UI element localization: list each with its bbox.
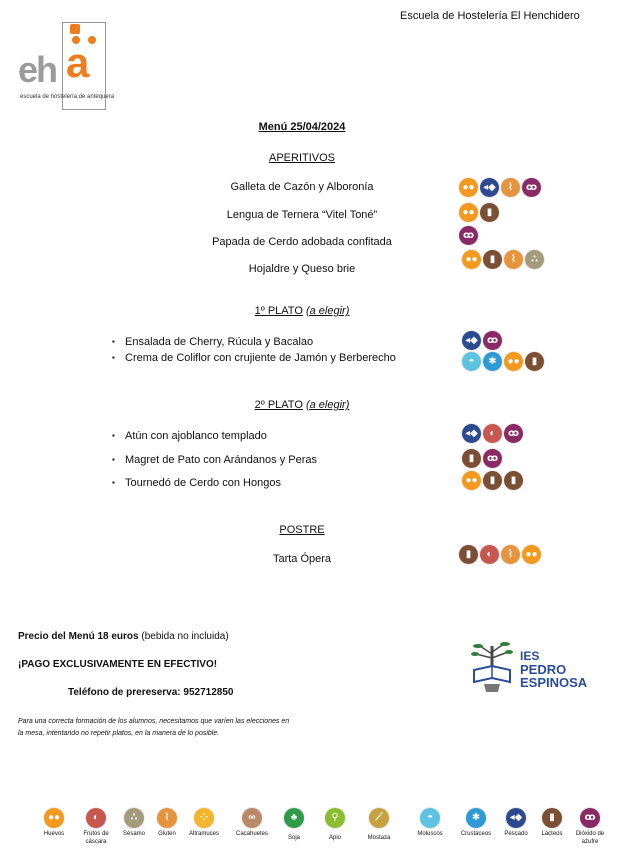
- price-note: (bebida no incluida): [141, 631, 229, 642]
- legend-item-moluscos: [408, 808, 452, 838]
- dioxido-allergen-icon: ꝏ: [483, 331, 502, 350]
- apio-allergen-icon: ⚲: [325, 808, 345, 828]
- sesamo-allergen-icon: ∴: [525, 250, 544, 269]
- formation-note: Para una correcta formación de los alumnos, necesitamos que varíen las elecciones en la mesa, intentando no repetir platos, en la manera de lo posible.: [18, 718, 290, 737]
- frutos-allergen-icon: ◐: [483, 424, 502, 443]
- menu-title: Menú 25/04/2024: [258, 121, 346, 133]
- legend-item-dioxido: [568, 808, 612, 846]
- school-name: Escuela de Hostelería El Henchidero: [400, 10, 580, 22]
- frutos-allergen-icon: ◐: [86, 808, 106, 828]
- legend-item-pescado: [494, 808, 538, 838]
- legend-label: Altramuces: [188, 831, 219, 837]
- allergen-icons: [462, 331, 502, 350]
- logo-square: [70, 24, 80, 34]
- legend-label: Huevos: [43, 831, 65, 837]
- legend-item-gluten: [145, 808, 189, 838]
- legend-item-cacahuetes: [230, 808, 274, 838]
- dish-name: Tournedó de Cerdo con Hongos: [125, 477, 281, 489]
- ies-line3: ESPINOSA: [520, 675, 588, 690]
- huevos-allergen-icon: ●●: [462, 471, 481, 490]
- lacteos-allergen-icon: ▮: [525, 352, 544, 371]
- section-primero-note: (a elegir): [305, 305, 350, 317]
- huevos-allergen-icon: ●●: [462, 250, 481, 269]
- allergen-icons: [462, 250, 544, 269]
- allergen-icons: [462, 471, 523, 490]
- legend-label: Moluscos: [417, 831, 443, 837]
- lacteos-allergen-icon: ▮: [480, 203, 499, 222]
- ies-line1: IES: [520, 649, 540, 663]
- allergen-icons: [459, 226, 478, 245]
- moluscos-allergen-icon: ◓: [420, 808, 440, 828]
- section-segundo-heading: [0, 399, 604, 411]
- phone-number: 952712850: [183, 687, 234, 698]
- legend-item-frutos: [74, 808, 118, 846]
- phone-label: Teléfono de prereserva:: [68, 687, 181, 698]
- allergen-icons: [459, 203, 499, 222]
- legend-item-lacteos: [530, 808, 574, 838]
- gluten-allergen-icon: ⌇: [157, 808, 177, 828]
- legend-item-mostaza: [357, 808, 401, 842]
- legend-label: Cacahuetes: [235, 831, 269, 837]
- legend-label: Gluten: [158, 831, 176, 837]
- phone-line: [68, 687, 233, 698]
- gluten-allergen-icon: ⌇: [501, 178, 520, 197]
- dish-name: Papada de Cerdo adobada confitada: [212, 236, 392, 248]
- price-line: [18, 631, 229, 642]
- huevos-allergen-icon: ●●: [504, 352, 523, 371]
- lacteos-allergen-icon: ▮: [483, 250, 502, 269]
- huevos-allergen-icon: ●●: [459, 203, 478, 222]
- lacteos-allergen-icon: ▮: [459, 545, 478, 564]
- legend-item-altramuces: [182, 808, 226, 838]
- logo-a: a: [66, 39, 90, 86]
- section-aperitivos-heading: APERITIVOS: [268, 152, 336, 164]
- dioxido-allergen-icon: ꝏ: [522, 178, 541, 197]
- dish-name: Ensalada de Cherry, Rúcula y Bacalao: [125, 336, 314, 348]
- gluten-allergen-icon: ⌇: [504, 250, 523, 269]
- crustaceos-allergen-icon: ✱: [483, 352, 502, 371]
- huevos-allergen-icon: ●●: [459, 178, 478, 197]
- legend-item-apio: [313, 808, 357, 842]
- eha-logo: [18, 22, 130, 114]
- cash-only-notice: ¡PAGO EXCLUSIVAMENTE EN EFECTIVO!: [18, 659, 218, 670]
- section-postre-heading: POSTRE: [279, 524, 325, 536]
- legend-item-sesamo: [112, 808, 156, 838]
- huevos-allergen-icon: ●●: [44, 808, 64, 828]
- allergen-icons: [459, 545, 541, 564]
- dish-name: Lengua de Ternera “Vitel Toné”: [226, 209, 378, 221]
- ies-pedro-espinosa-logo: [468, 636, 588, 696]
- price-label: Precio del Menú 18 euros: [18, 631, 139, 642]
- dish-name: Crema de Coliflor con crujiente de Jamón y Berberecho: [125, 352, 396, 364]
- altramuces-allergen-icon: ⁘: [194, 808, 214, 828]
- pescado-allergen-icon: ◂◆: [480, 178, 499, 197]
- pescado-allergen-icon: ◂◆: [462, 331, 481, 350]
- lacteos-allergen-icon: ▮: [504, 471, 523, 490]
- dioxido-allergen-icon: ꝏ: [504, 424, 523, 443]
- section-segundo-title: 2º PLATO: [254, 399, 303, 411]
- legend-label: Dióxido de azufre: [575, 831, 605, 845]
- legend-label: Soja: [287, 835, 300, 841]
- allergen-icons: [459, 178, 541, 197]
- legend-label: Apio: [328, 835, 341, 841]
- dish-name: Hojaldre y Queso brie: [248, 263, 356, 275]
- soja-allergen-icon: ♣: [284, 808, 304, 828]
- lacteos-allergen-icon: ▮: [462, 449, 481, 468]
- section-primero-heading: [0, 305, 604, 317]
- legend-item-crustaceos: [454, 808, 498, 838]
- mostaza-allergen-icon: ⟋: [369, 808, 389, 828]
- huevos-allergen-icon: ●●: [522, 545, 541, 564]
- dish-name: Galleta de Cazón y Alboronía: [230, 181, 374, 193]
- legend-label: Crustáceos: [460, 831, 492, 837]
- ies-name: [520, 650, 587, 689]
- dish-name: Tarta Ópera: [272, 553, 332, 565]
- cacahuetes-allergen-icon: ∞: [242, 808, 262, 828]
- legend-label: Mostaza: [367, 835, 391, 841]
- olive-tree-book-emblem: [470, 640, 514, 692]
- logo-tagline: escuela de hostelería de antequera: [20, 94, 115, 100]
- moluscos-allergen-icon: ◓: [462, 352, 481, 371]
- pescado-allergen-icon: ◂◆: [506, 808, 526, 828]
- sesamo-allergen-icon: ∴: [124, 808, 144, 828]
- legend-label: Lácteos: [541, 831, 563, 837]
- legend-item-soja: [272, 808, 316, 842]
- legend-item-huevos: [32, 808, 76, 838]
- dioxido-allergen-icon: ꝏ: [459, 226, 478, 245]
- frutos-allergen-icon: ◐: [480, 545, 499, 564]
- dish-name: Magret de Pato con Arándanos y Peras: [125, 454, 318, 466]
- section-segundo-note: (a elegir): [305, 399, 350, 411]
- legend-label: Pescado: [504, 831, 528, 837]
- crustaceos-allergen-icon: ✱: [466, 808, 486, 828]
- lacteos-allergen-icon: ▮: [483, 471, 502, 490]
- lacteos-allergen-icon: ▮: [542, 808, 562, 828]
- legend-label: Sésamo: [122, 831, 145, 837]
- allergen-icons: [462, 449, 502, 468]
- dish-name: Atún con ajoblanco templado: [125, 430, 267, 442]
- ies-line2: PEDRO: [520, 662, 567, 677]
- dioxido-allergen-icon: ꝏ: [580, 808, 600, 828]
- gluten-allergen-icon: ⌇: [501, 545, 520, 564]
- dioxido-allergen-icon: ꝏ: [483, 449, 502, 468]
- section-primero-title: 1º PLATO: [254, 305, 303, 317]
- legend-label: Frutos de cáscara: [83, 831, 109, 845]
- allergen-icons: [462, 424, 523, 443]
- pescado-allergen-icon: ◂◆: [462, 424, 481, 443]
- logo-eh: eh: [18, 49, 57, 90]
- allergen-icons: [462, 352, 544, 371]
